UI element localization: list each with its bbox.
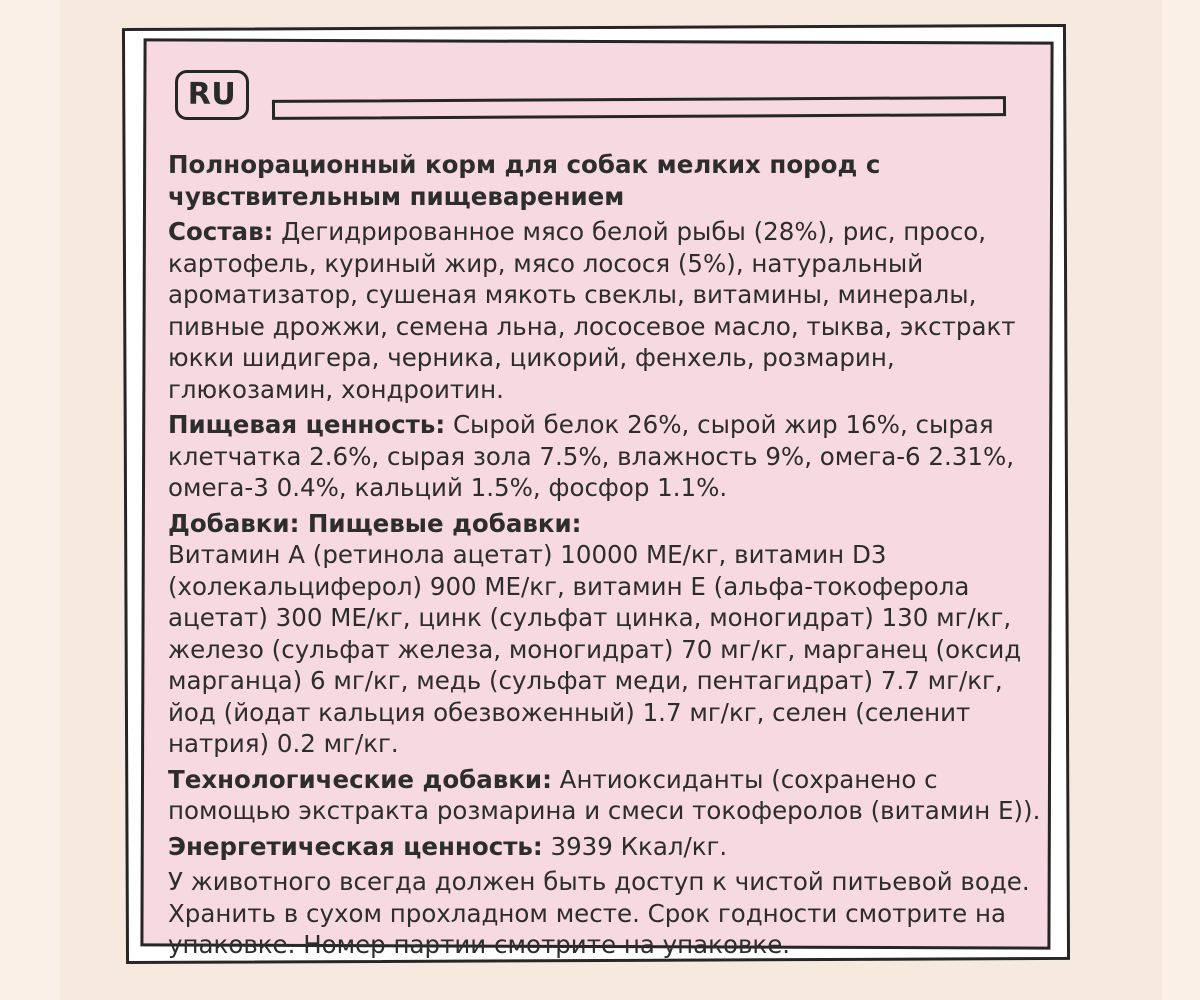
energy-label: Энергетическая ценность: bbox=[168, 831, 543, 861]
composition-text: Дегидрированное мясо белой рыбы (28%), рис, просо, картофель, куриный жир, мясо лосося (5%), натуральный ароматизатор, сушеная мякоть свеклы, витамины, минералы, пивные дрожжи, семена льна, лососевое масло, тыква, экстракт юкки шидигера, черника, цикорий, фенхель, розмарин, глюкозамин, хондроитин. bbox=[168, 217, 1016, 404]
energy-section bbox=[168, 831, 1048, 863]
label-content bbox=[168, 149, 1048, 964]
additives-section bbox=[168, 508, 1048, 760]
storage-notes: У животного всегда должен быть доступ к чистой питьевой воде. Хранить в сухом прохладном месте. Срок годности смотрите на упаковке. Номер партии смотрите на упаковке. bbox=[168, 867, 1030, 959]
energy-text: 3939 Ккал/кг. bbox=[542, 831, 728, 861]
right-edge-strip bbox=[1162, 0, 1200, 1000]
nutrition-section bbox=[168, 409, 1048, 504]
additives-text: Витамин А (ретинола ацетат) 10000 МЕ/кг, витамин D3 (холекальциферол) 900 МЕ/кг, витамин Е (альфа-токоферола ацетат) 300 МЕ/кг, цинк (сульфат цинка, моногидрат) 130 мг/кг, железо (сульфат железа, моногидрат) 70 мг/кг, марганец (оксид марганца) 6 мг/кг, медь (сульфат меди, пентагидрат) 7.7 мг/кг, йод (йодат кальция обезвоженный) 1.7 мг/кг, селен (селенит натрия) 0.2 мг/кг. bbox=[168, 540, 1022, 758]
language-badge: RU bbox=[175, 70, 249, 120]
tech-additives-text: Антиоксиданты (сохранено с помощью экстракта розмарина и смеси токоферолов (витамин Е)). bbox=[168, 764, 1041, 825]
nutrition-text: Сырой белок 26%, сырой жир 16%, сырая клетчатка 2.6%, сырая зола 7.5%, влажность 9%, омега-6 2.31%, омега-3 0.4%, кальций 1.5%, фосфор 1.1%. bbox=[168, 410, 1015, 502]
left-edge-strip bbox=[0, 0, 60, 1000]
header-bar bbox=[272, 96, 1006, 120]
composition-label: Состав: bbox=[168, 217, 274, 246]
additives-label: Добавки: Пищевые добавки: bbox=[168, 508, 582, 538]
product-title: Полнорационный корм для собак мелких пород с чувствительным пищеварением bbox=[168, 150, 881, 211]
tech-additives-label: Технологические добавки: bbox=[168, 764, 552, 794]
tech-additives-section bbox=[168, 764, 1048, 827]
nutrition-label: Пищевая ценность: bbox=[168, 410, 446, 439]
composition-section bbox=[168, 216, 1048, 405]
